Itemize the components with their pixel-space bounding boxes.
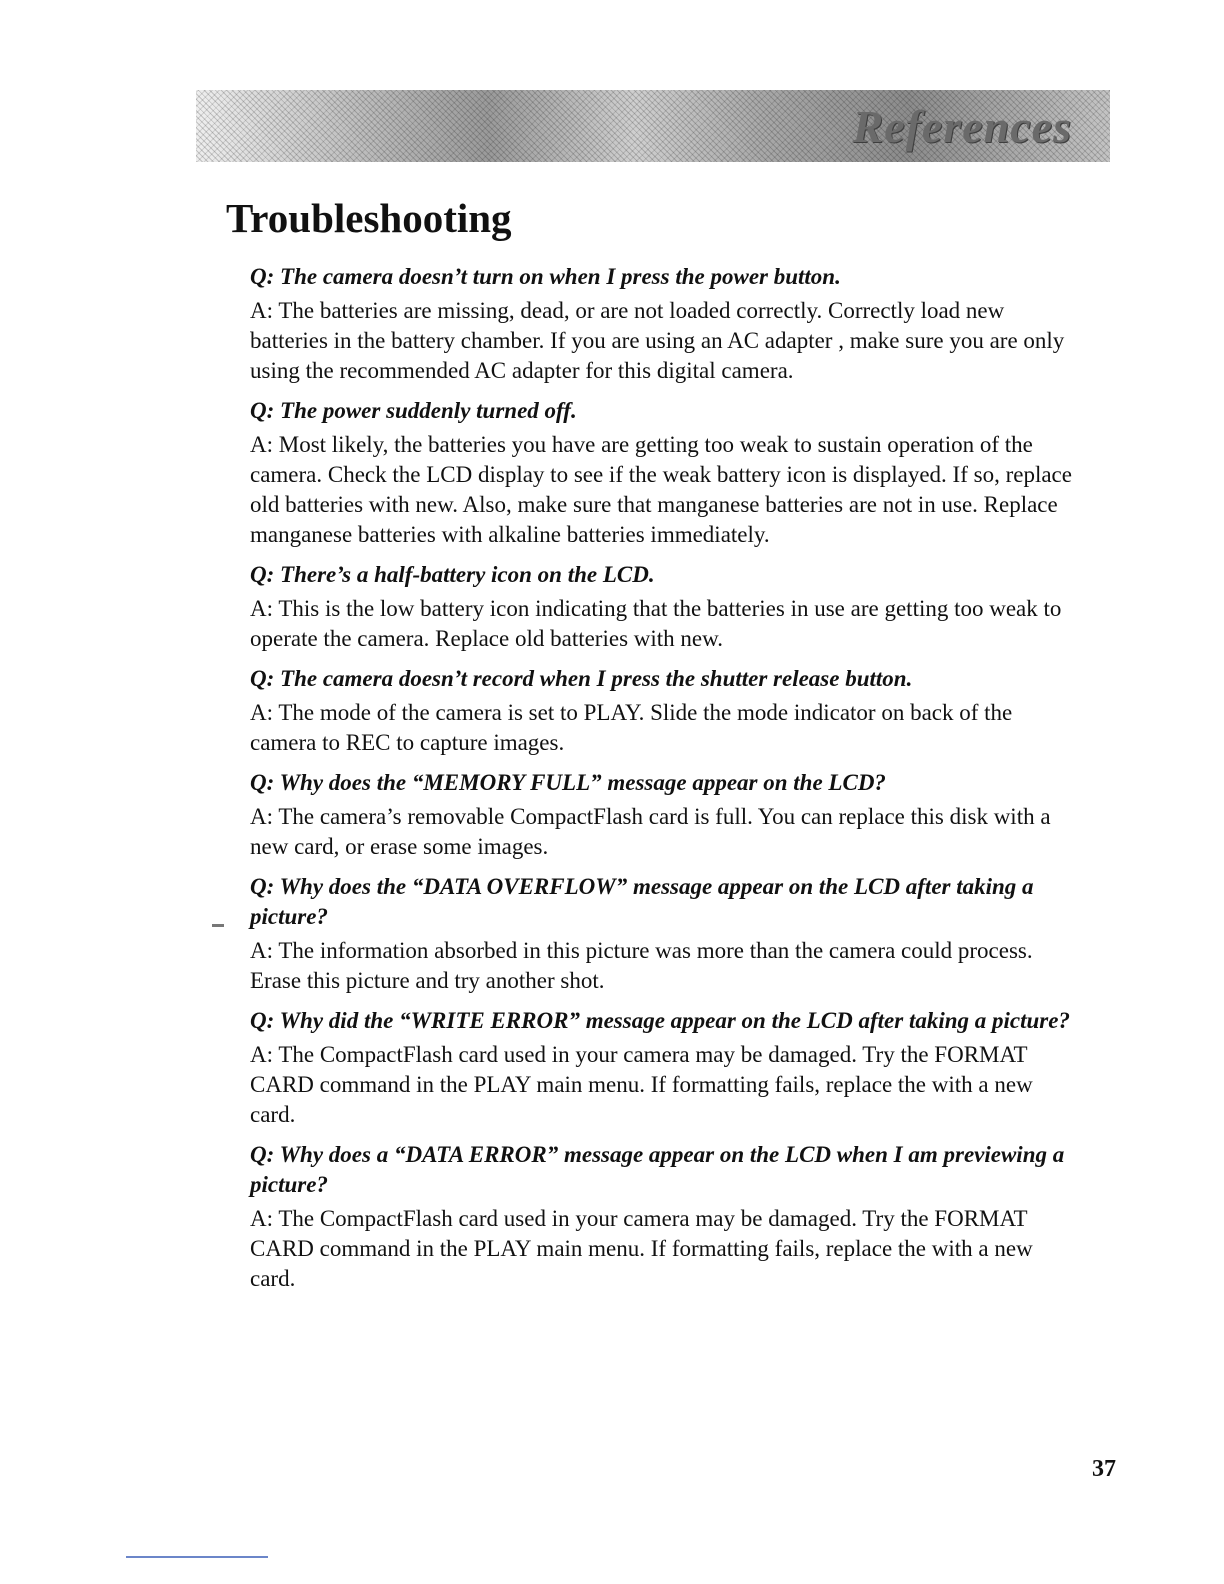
scan-mark [212, 924, 224, 927]
answer: A: The CompactFlash card used in your camera may be damaged. Try the FORMAT CARD command in the PLAY main menu. If formatting fails, replace the with a new card. [250, 1206, 1033, 1291]
answer: A: The mode of the camera is set to PLAY. Slide the mode indicator on back of the camera to REC to capture images. [250, 700, 1013, 755]
qa-item [250, 1140, 1080, 1294]
qa-item [250, 872, 1080, 996]
banner-title: References [852, 101, 1072, 152]
question: Q: The camera doesn’t record when I press the shutter release button. [250, 666, 913, 691]
qa-list [250, 262, 1080, 1304]
qa-item [250, 262, 1080, 386]
qa-item [250, 560, 1080, 654]
qa-item [250, 1006, 1080, 1130]
bottom-rule [126, 1556, 268, 1558]
question: Q: Why does a “DATA ERROR” message appear on the LCD when I am previewing a picture? [250, 1142, 1065, 1197]
answer: A: The batteries are missing, dead, or are not loaded correctly. Correctly load new batteries in the battery chamber. If you are using an AC adapter , make sure you are only using the recommended AC adapter for this digital camera. [250, 298, 1065, 383]
answer: A: The CompactFlash card used in your camera may be damaged. Try the FORMAT CARD command in the PLAY main menu. If formatting fails, replace the with a new card. [250, 1042, 1033, 1127]
page-title: Troubleshooting [226, 195, 512, 241]
qa-item [250, 664, 1080, 758]
question: Q: The power suddenly turned off. [250, 398, 577, 423]
qa-item [250, 768, 1080, 862]
qa-item [250, 396, 1080, 550]
question: Q: The camera doesn’t turn on when I press the power button. [250, 264, 841, 289]
answer: A: The information absorbed in this picture was more than the camera could process. Erase this picture and try another shot. [250, 938, 1033, 993]
question: Q: Why does the “DATA OVERFLOW” message appear on the LCD after taking a picture? [250, 874, 1034, 929]
question: Q: There’s a half-battery icon on the LCD. [250, 562, 655, 587]
answer: A: This is the low battery icon indicating that the batteries in use are getting too weak to operate the camera. Replace old batteries with new. [250, 596, 1062, 651]
question: Q: Why does the “MEMORY FULL” message appear on the LCD? [250, 770, 886, 795]
question: Q: Why did the “WRITE ERROR” message appear on the LCD after taking a picture? [250, 1008, 1070, 1033]
header-banner [196, 90, 1110, 162]
answer: A: Most likely, the batteries you have are getting too weak to sustain operation of the camera. Check the LCD display to see if the weak battery icon is displayed. If so, replace old batteries with new. Also, make sure that manganese batteries are not in use. Replace manganese batteries with alkaline batteries immediately. [250, 432, 1072, 547]
page-number: 37 [1092, 1456, 1116, 1482]
answer: A: The camera’s removable CompactFlash card is full. You can replace this disk with a new card, or erase some images. [250, 804, 1051, 859]
